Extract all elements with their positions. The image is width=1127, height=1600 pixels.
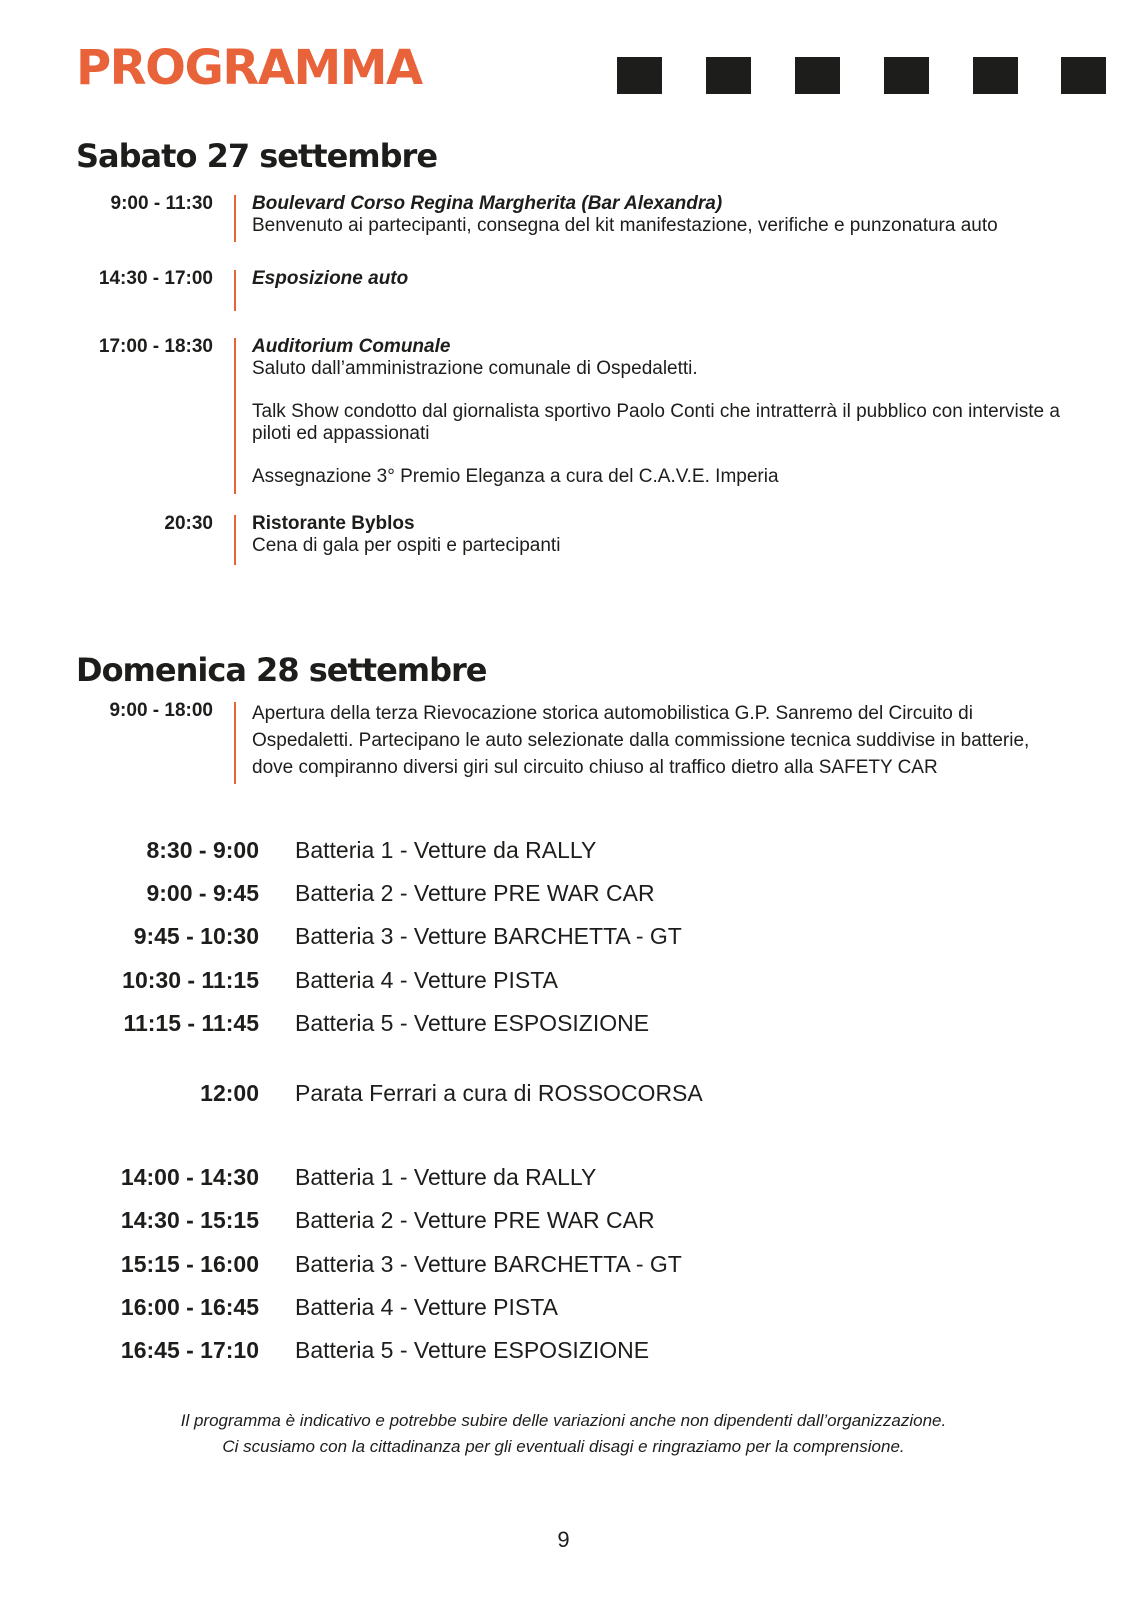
page-title: PROGRAMMA bbox=[76, 40, 422, 96]
event-time: 14:30 - 17:00 bbox=[98, 268, 213, 289]
race-row bbox=[0, 1009, 1127, 1039]
event-description: Benvenuto ai partecipanti, consegna del kit manifestazione, verifiche e punzonatura auto bbox=[252, 215, 998, 236]
event-title: Auditorium Comunale bbox=[252, 336, 451, 357]
race-label: Batteria 4 - Vetture PISTA bbox=[295, 967, 558, 993]
race-label: Batteria 4 - Vetture PISTA bbox=[295, 1294, 558, 1320]
parade-row bbox=[0, 1079, 1127, 1109]
race-time: 14:00 - 14:30 bbox=[120, 1164, 259, 1190]
parade-label: Parata Ferrari a cura di ROSSOCORSA bbox=[295, 1080, 703, 1106]
checker-square bbox=[795, 57, 840, 94]
event-time: 9:00 - 18:00 bbox=[109, 700, 213, 721]
checker-square bbox=[1061, 57, 1106, 94]
disclaimer-line: Il programma è indicativo e potrebbe subire delle variazioni anche non dipendenti dall’organizzazione. bbox=[180, 1411, 947, 1430]
event-title: Boulevard Corso Regina Margherita (Bar Alexandra) bbox=[252, 193, 723, 214]
race-label: Batteria 1 - Vetture da RALLY bbox=[295, 1164, 597, 1190]
race-time: 16:00 - 16:45 bbox=[120, 1294, 259, 1320]
race-row bbox=[0, 1293, 1127, 1323]
apology-line: Ci scusiamo con la cittadinanza per gli eventuali disagi e ringraziamo per la comprensione. bbox=[222, 1437, 905, 1456]
event-time: 20:30 bbox=[164, 513, 213, 534]
checker-square bbox=[884, 57, 929, 94]
event-description: Saluto dall’amministrazione comunale di Ospedaletti. bbox=[252, 358, 698, 379]
race-row bbox=[0, 966, 1127, 996]
race-time: 9:45 - 10:30 bbox=[133, 923, 259, 949]
race-label: Batteria 2 - Vetture PRE WAR CAR bbox=[295, 880, 655, 906]
race-time: 8:30 - 9:00 bbox=[146, 837, 259, 863]
race-time: 16:45 - 17:10 bbox=[120, 1337, 259, 1363]
page-number: 9 bbox=[557, 1527, 570, 1552]
event-description: Cena di gala per ospiti e partecipanti bbox=[252, 535, 561, 556]
race-label: Batteria 5 - Vetture ESPOSIZIONE bbox=[295, 1010, 650, 1036]
checker-square bbox=[617, 57, 662, 94]
race-row bbox=[0, 1163, 1127, 1193]
event-body bbox=[252, 336, 1092, 488]
race-row bbox=[0, 1336, 1127, 1366]
checker-square bbox=[973, 57, 1018, 94]
race-label: Batteria 2 - Vetture PRE WAR CAR bbox=[295, 1207, 655, 1233]
race-time: 9:00 - 9:45 bbox=[146, 880, 259, 906]
event-body bbox=[252, 268, 1092, 290]
race-label: Batteria 3 - Vetture BARCHETTA - GT bbox=[295, 1251, 682, 1277]
sunday-heading: Domenica 28 settembre bbox=[76, 651, 487, 689]
race-time: 14:30 - 15:15 bbox=[120, 1207, 259, 1233]
race-label: Batteria 1 - Vetture da RALLY bbox=[295, 837, 597, 863]
event-divider bbox=[234, 515, 236, 565]
event-description: Talk Show condotto dal giornalista sportivo Paolo Conti che intratterrà il pubblico con interviste a piloti ed appassionati bbox=[252, 401, 1060, 444]
race-row bbox=[0, 1206, 1127, 1236]
event-divider bbox=[234, 195, 236, 242]
race-label: Batteria 3 - Vetture BARCHETTA - GT bbox=[295, 923, 682, 949]
event-body bbox=[252, 513, 1092, 557]
event-body bbox=[252, 193, 1092, 237]
event-divider bbox=[234, 702, 236, 784]
parade-time: 12:00 bbox=[200, 1080, 259, 1106]
race-time: 11:15 - 11:45 bbox=[123, 1010, 259, 1036]
saturday-heading: Sabato 27 settembre bbox=[76, 137, 438, 175]
race-row bbox=[0, 836, 1127, 866]
race-time: 15:15 - 16:00 bbox=[120, 1251, 259, 1277]
event-time: 9:00 - 11:30 bbox=[110, 193, 213, 214]
race-time: 10:30 - 11:15 bbox=[122, 967, 259, 993]
event-description: Assegnazione 3° Premio Eleganza a cura del C.A.V.E. Imperia bbox=[252, 466, 779, 487]
race-row bbox=[0, 1250, 1127, 1280]
event-divider bbox=[234, 270, 236, 311]
event-description: Apertura della terza Rievocazione storica automobilistica G.P. Sanremo del Circuito di Ospedaletti. Partecipano le auto selezionate dalla commissione tecnica suddivise in batterie, dove compiranno diversi giri sul circuito chiuso al traffico dietro alla SAFETY CAR bbox=[252, 703, 1030, 778]
event-title: Esposizione auto bbox=[252, 268, 409, 289]
race-row bbox=[0, 879, 1127, 909]
checker-square bbox=[706, 57, 751, 94]
event-time: 17:00 - 18:30 bbox=[98, 336, 213, 357]
event-title: Ristorante Byblos bbox=[252, 513, 415, 534]
race-label: Batteria 5 - Vetture ESPOSIZIONE bbox=[295, 1337, 650, 1363]
event-divider bbox=[234, 338, 236, 494]
race-row bbox=[0, 922, 1127, 952]
